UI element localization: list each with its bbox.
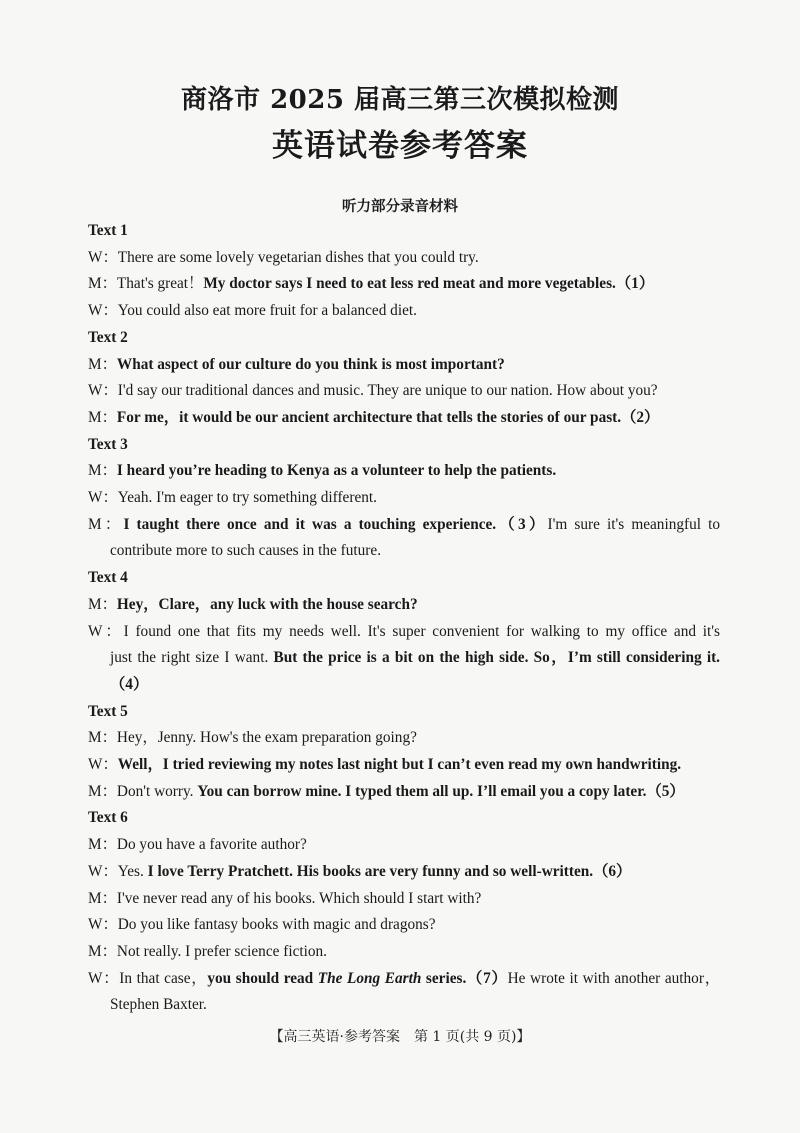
answer-sentence: I heard you’re heading to Kenya as a volunteer to help the patients. xyxy=(116,462,557,480)
speaker-label: M： xyxy=(88,355,117,373)
dialogue-text: I'd say our traditional dances and music. They are unique to our nation. How about you? xyxy=(117,382,658,400)
dialogue-turn xyxy=(88,725,720,752)
answer-sentence: （7） xyxy=(466,969,508,987)
speaker-label: M： xyxy=(88,729,117,747)
dialogue-turn xyxy=(88,619,720,699)
speaker-label: W： xyxy=(88,969,120,987)
dialogue-text: I've never read any of his books. Which should I start with? xyxy=(116,889,482,907)
dialogue-turn xyxy=(88,512,720,565)
text-section xyxy=(88,432,720,566)
text-heading: Text 5 xyxy=(88,702,128,720)
answer-sentence: （5） xyxy=(646,782,685,800)
dialogue-turn xyxy=(88,352,720,379)
text-heading: Text 1 xyxy=(88,222,128,239)
transcript-line xyxy=(88,832,720,859)
transcript-line xyxy=(88,779,720,806)
dialogue-turn xyxy=(88,592,720,619)
answer-sentence: （2） xyxy=(621,408,660,426)
transcript-line xyxy=(88,245,720,272)
dialogue-text: Yeah. I'm eager to try something different. xyxy=(117,489,377,507)
answer-sentence: You can borrow mine. I typed them all up. I’ll email you a copy later. xyxy=(197,782,647,800)
dialogue-text: You could also eat more fruit for a balanced diet. xyxy=(117,302,417,320)
speaker-label: W： xyxy=(88,862,118,880)
document-title: 英语试卷参考答案 xyxy=(272,128,528,164)
dialogue-text: Stephen Baxter. xyxy=(110,996,207,1014)
dialogue-text: Don't worry. xyxy=(116,782,198,800)
speaker-label: M： xyxy=(88,942,117,960)
answer-sentence: （1） xyxy=(615,275,655,293)
dialogue-turn xyxy=(88,245,720,272)
speaker-label: M： xyxy=(88,782,117,800)
text-section xyxy=(88,218,720,325)
answer-sentence: （3） xyxy=(496,515,548,533)
transcript-line xyxy=(88,912,720,939)
speaker-label: M： xyxy=(88,889,117,907)
text-heading: Text 4 xyxy=(88,569,128,587)
dialogue-text: just the right size I want. xyxy=(110,649,274,667)
transcript-line xyxy=(88,939,720,966)
transcript-line xyxy=(88,352,720,379)
transcript-line xyxy=(88,992,720,1019)
speaker-label: M： xyxy=(88,836,117,854)
answer-sentence: series. xyxy=(421,969,467,987)
book-title: The Long Earth xyxy=(317,969,422,987)
dialogue-turn xyxy=(88,939,720,966)
dialogue-turn xyxy=(88,832,720,859)
dialogue-text: Do you have a favorite author? xyxy=(116,836,307,854)
page-footer: 【高三英语·参考答案 第 1 页(共 9 页)】 xyxy=(269,1029,531,1045)
transcript-line xyxy=(88,886,720,913)
transcript-line xyxy=(88,619,720,646)
dialogue-text: Not really. I prefer science fiction. xyxy=(116,942,327,960)
text-heading: Text 3 xyxy=(88,435,128,453)
speaker-label: W： xyxy=(88,916,118,934)
text-section xyxy=(88,805,720,1019)
dialogue-text: contribute more to such causes in the future. xyxy=(110,542,382,560)
text-heading: Text 2 xyxy=(88,328,128,346)
text-section xyxy=(88,325,720,432)
text-section xyxy=(88,565,720,699)
speaker-label: W： xyxy=(88,248,118,266)
dialogue-turn xyxy=(88,485,720,512)
transcript-line xyxy=(88,592,720,619)
answer-sentence: （4） xyxy=(110,675,149,693)
transcript-line xyxy=(88,458,720,485)
dialogue-text: Hey，Jenny. How's the exam preparation going? xyxy=(116,729,417,747)
dialogue-text: There are some lovely vegetarian dishes that you could try. xyxy=(117,248,479,266)
speaker-label: W： xyxy=(88,622,124,640)
dialogue-turn xyxy=(88,378,720,405)
exam-title: 商洛市 2025 届高三第三次模拟检测 xyxy=(181,85,619,115)
dialogue-turn xyxy=(88,298,720,325)
transcript-line xyxy=(88,645,720,672)
dialogue-turn xyxy=(88,779,720,806)
dialogue-text: I'm sure it's meaningful to xyxy=(547,515,720,533)
dialogue-turn xyxy=(88,458,720,485)
speaker-label: M： xyxy=(88,462,117,480)
speaker-label: M： xyxy=(88,275,117,293)
dialogue-text: I found one that fits my needs well. It's super convenient for walking to my office and it's xyxy=(123,622,720,640)
dialogue-turn xyxy=(88,886,720,913)
transcript-line xyxy=(88,485,720,512)
answer-sentence: I love Terry Pratchett. His books are very funny and so well-written. xyxy=(147,862,594,880)
speaker-label: W： xyxy=(88,756,118,774)
answer-sentence: Hey，Clare，any luck with the house search? xyxy=(116,595,418,613)
answer-sentence: What aspect of our culture do you think is most important? xyxy=(116,355,505,373)
text-heading: Text 6 xyxy=(88,809,128,827)
transcript-line xyxy=(88,672,720,699)
dialogue-turn xyxy=(88,405,720,432)
answer-sentence: But the price is a bit on the high side. So，I’m still considering it. xyxy=(273,649,721,667)
transcript-line xyxy=(88,966,720,993)
transcript-line xyxy=(88,298,720,325)
transcript-line xyxy=(88,271,720,298)
transcript-line xyxy=(88,512,720,539)
dialogue-text: He wrote it with another author， xyxy=(507,969,720,987)
answer-sentence: I taught there once and it was a touching experience. xyxy=(123,515,497,533)
speaker-label: W： xyxy=(88,302,118,320)
dialogue-text: That's great！ xyxy=(116,275,204,293)
speaker-label: M： xyxy=(88,408,117,426)
dialogue-text: Do you like fantasy books with magic and dragons? xyxy=(117,916,436,934)
dialogue-turn xyxy=(88,912,720,939)
text-section xyxy=(88,699,720,806)
dialogue-text: In that case， xyxy=(119,969,208,987)
transcript-line xyxy=(88,538,720,565)
answer-sentence: Well，I tried reviewing my notes last night but I can’t even read my own handwriting. xyxy=(117,756,682,774)
section-heading: 听力部分录音材料 xyxy=(342,199,458,215)
transcript-line xyxy=(88,725,720,752)
answer-sentence: （6） xyxy=(593,862,632,880)
transcript-line xyxy=(88,405,720,432)
transcript-line xyxy=(88,378,720,405)
dialogue-turn xyxy=(88,859,720,886)
answer-sentence: For me，it would be our ancient architecture that tells the stories of our past. xyxy=(116,408,622,426)
dialogue-text: Yes. xyxy=(117,862,148,880)
speaker-label: W： xyxy=(88,489,118,507)
speaker-label: M： xyxy=(88,515,124,533)
transcript-line xyxy=(88,752,720,779)
answer-sentence: you should read xyxy=(207,969,318,987)
listening-transcript xyxy=(88,218,720,1019)
speaker-label: W： xyxy=(88,382,118,400)
answer-sentence: My doctor says I need to eat less red meat and more vegetables. xyxy=(203,275,616,293)
dialogue-turn xyxy=(88,271,720,298)
dialogue-turn xyxy=(88,966,720,1019)
dialogue-turn xyxy=(88,752,720,779)
speaker-label: M： xyxy=(88,595,117,613)
transcript-line xyxy=(88,859,720,886)
